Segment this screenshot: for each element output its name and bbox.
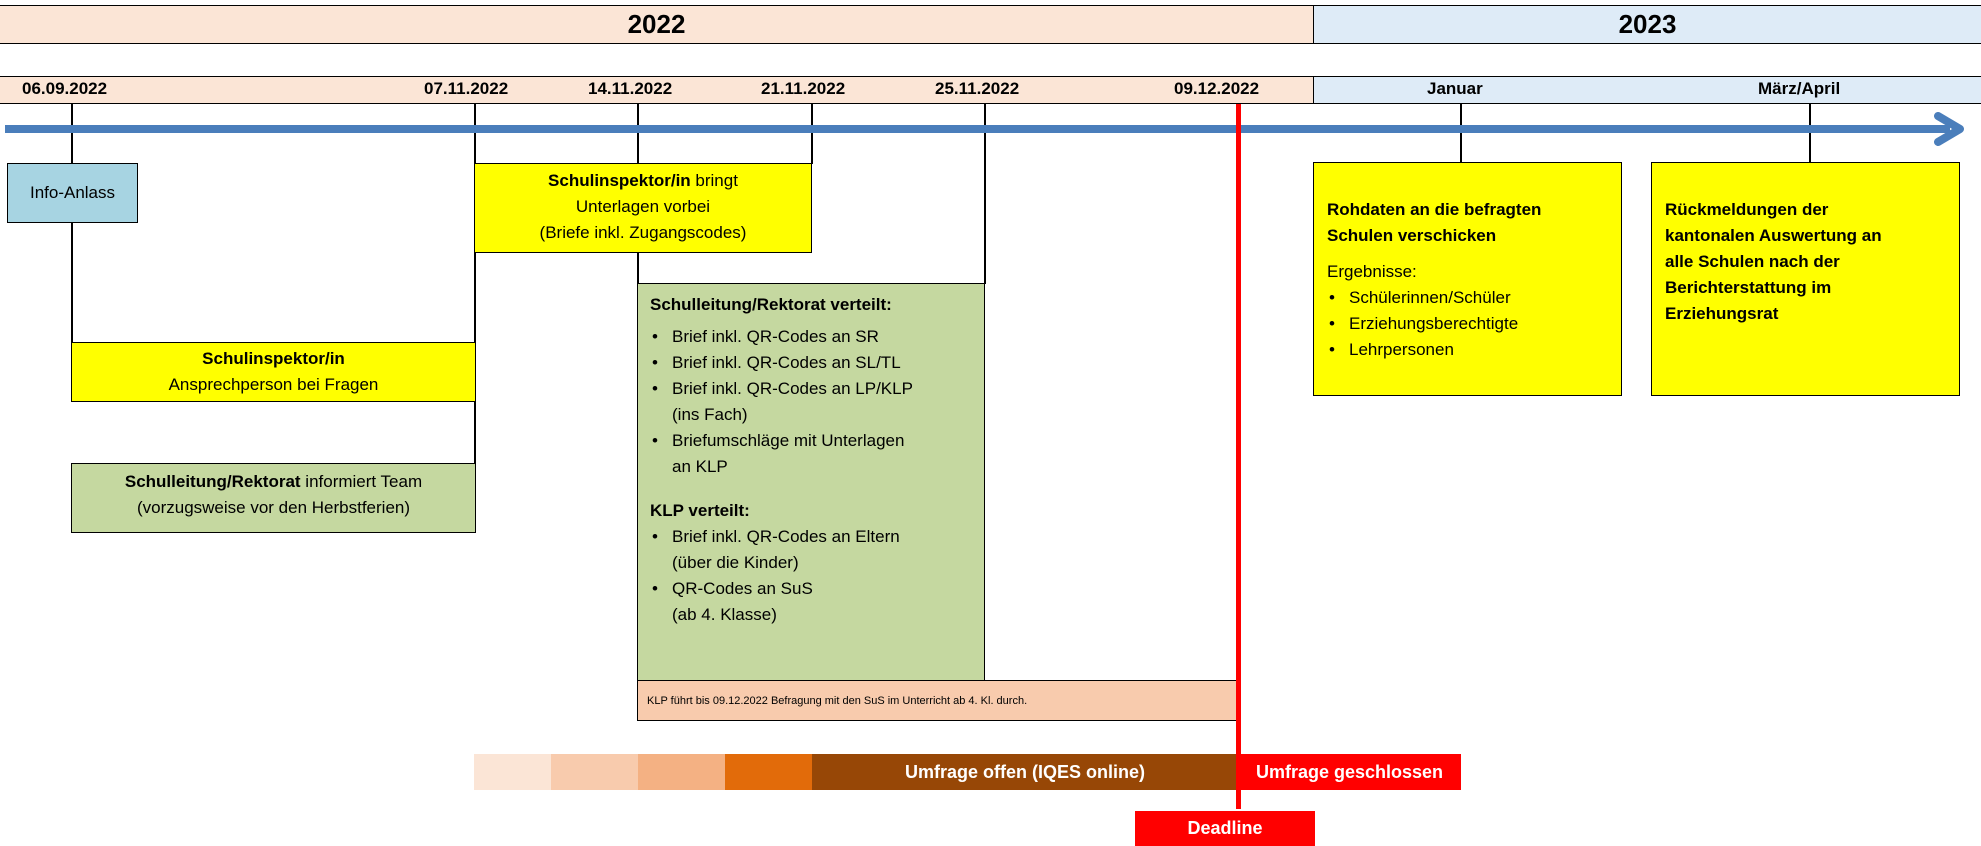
survey-note-box: [637, 680, 1238, 721]
inspector-visit-line3: (Briefe inkl. Zugangscodes): [539, 223, 747, 242]
distribution-box: [637, 283, 985, 681]
list-item-continuation: (ab 4. Klasse): [672, 605, 777, 624]
date-label: 07.11.2022: [424, 79, 509, 98]
survey-open-bar: [812, 754, 1238, 790]
list-item: • Brief inkl. QR-Codes an SR: [672, 324, 974, 350]
list-item: • Schülerinnen/Schüler: [1349, 285, 1611, 311]
survey-open-label: Umfrage offen (IQES online): [904, 761, 1145, 782]
survey-note-text: KLP führt bis 09.12.2022 Befragung mit den SuS im Unterricht ab 4. Kl. durch.: [647, 694, 1028, 707]
survey-gradient-segment: [474, 754, 551, 790]
feedback-box: [1651, 162, 1960, 396]
list-item: • Brief inkl. QR-Codes an SL/TL: [672, 350, 974, 376]
leadership-team-box: [71, 463, 476, 533]
inspector-visit-line2: Unterlagen vorbei: [575, 197, 711, 216]
leadership-team-line2: (vorzugsweise vor den Herbstferien): [136, 498, 411, 517]
inspector-contact-title: Schulinspektor/in: [202, 349, 345, 368]
deadline-line: [1236, 104, 1241, 809]
distribution-title: Schulleitung/Rektorat verteilt:: [650, 295, 892, 314]
survey-gradient-segment: [725, 754, 812, 790]
list-item: • Lehrpersonen: [1349, 337, 1611, 363]
klp-list: [650, 524, 974, 628]
list-item-continuation: (ins Fach): [672, 405, 748, 424]
date-label: 21.11.2022: [761, 79, 846, 98]
raw-data-title: Schulen verschicken: [1327, 226, 1497, 245]
date-label: 25.11.2022: [935, 79, 1020, 98]
list-item: • Erziehungsberechtigte: [1349, 311, 1611, 337]
date-label: 06.09.2022: [22, 79, 108, 98]
inspector-visit-line1: [475, 168, 811, 194]
feedback-line: Rückmeldungen der: [1665, 200, 1829, 219]
date-label: März/April: [1758, 79, 1841, 98]
list-item-continuation: (über die Kinder): [672, 553, 799, 572]
timeline-arrow: [0, 112, 1981, 152]
leadership-role: Schulleitung/Rektorat: [124, 472, 301, 491]
date-label: 09.12.2022: [1174, 79, 1260, 98]
year-label-2022: 2022: [627, 9, 686, 39]
feedback-line: Berichterstattung im: [1665, 278, 1832, 297]
year-header-2023: [1313, 5, 1981, 44]
feedback-line: Erziehungsrat: [1665, 304, 1779, 323]
survey-gradient-segment: [551, 754, 638, 790]
inspector-role: Schulinspektor/in: [548, 171, 691, 190]
leadership-team-line1: [72, 469, 475, 495]
distribution-list: [650, 324, 974, 480]
list-item: • Brief inkl. QR-Codes an LP/KLP: [672, 376, 974, 402]
survey-gradient-segment: [638, 754, 725, 790]
feedback-line: alle Schulen nach der: [1665, 252, 1840, 271]
inspector-contact-subtitle: Ansprechperson bei Fragen: [168, 375, 379, 394]
raw-data-box: [1313, 162, 1622, 396]
results-list: [1327, 285, 1611, 363]
date-bar-2023: [1313, 76, 1981, 104]
deadline-label: Deadline: [1187, 818, 1263, 838]
info-event-box: [7, 163, 138, 223]
survey-closed-bar: [1238, 754, 1461, 790]
raw-data-title: Rohdaten an die befragten: [1327, 200, 1542, 219]
deadline-badge: [1135, 811, 1315, 846]
leadership-action: informiert Team: [300, 472, 423, 491]
inspector-visit-verb: bringt: [690, 171, 738, 190]
year-header-2022: [0, 5, 1313, 44]
date-label: Januar: [1427, 79, 1483, 98]
survey-closed-label: Umfrage geschlossen: [1255, 761, 1444, 782]
info-event-label: Info-Anlass: [29, 183, 116, 202]
inspector-visit-box: [474, 163, 812, 253]
feedback-line: kantonalen Auswertung an: [1665, 226, 1882, 245]
date-label: 14.11.2022: [588, 79, 673, 98]
results-label: Ergebnisse:: [1327, 262, 1417, 281]
list-item: • Briefumschläge mit Unterlagen: [672, 428, 974, 454]
inspector-contact-box: [71, 342, 476, 402]
year-label-2023: 2023: [1618, 9, 1677, 39]
klp-title: KLP verteilt:: [650, 501, 750, 520]
list-item-continuation: an KLP: [672, 457, 728, 476]
list-item: • Brief inkl. QR-Codes an Eltern: [672, 524, 974, 550]
list-item: • QR-Codes an SuS: [672, 576, 974, 602]
